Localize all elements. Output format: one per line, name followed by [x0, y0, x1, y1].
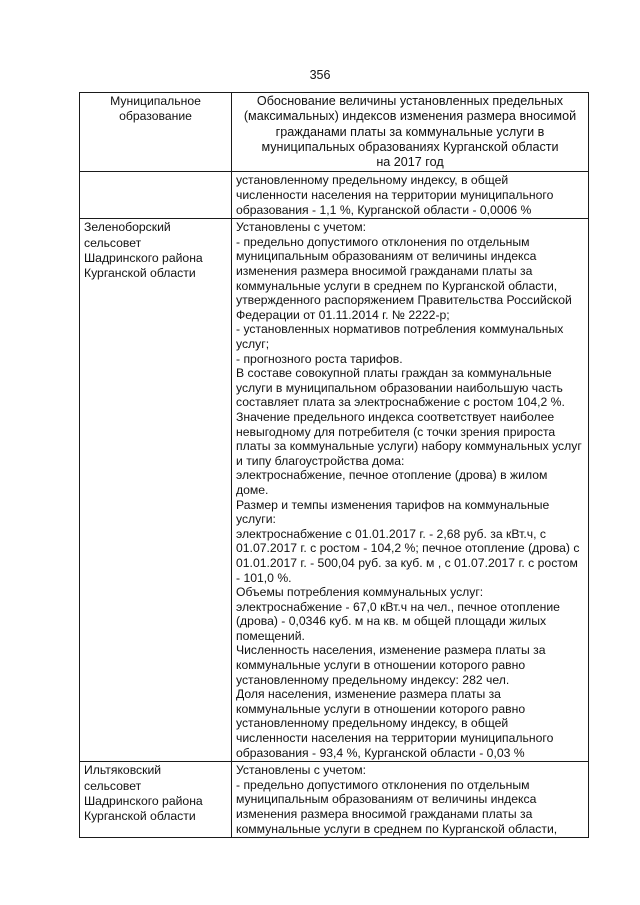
table-row	[80, 219, 589, 762]
municipality-name-line: сельсовет	[84, 778, 142, 793]
justification-text-line: численности населения на территории муниципального	[236, 188, 554, 203]
justification-cell	[232, 762, 589, 838]
justification-text-line: коммунальные услуги в среднем по Курганской области,	[236, 278, 558, 293]
table-header-row	[80, 93, 589, 172]
justification-text-line: (дрова) - 0,0346 куб. м на кв. м общей площади жилых	[236, 614, 547, 629]
justification-text-line: муниципальным образованиям от величины индекса	[236, 249, 537, 264]
header-justification-line: муниципальных образованиях Курганской области	[261, 139, 559, 154]
header-justification-cell	[232, 93, 589, 172]
justification-text-line: численности населения на территории муниципального	[236, 731, 554, 746]
justification-text-line: - предельно допустимого отклонения по отдельным	[236, 777, 530, 792]
header-municipality-line: Муниципальное	[110, 94, 201, 108]
justification-text-line: образования - 93,4 %, Курганской области - 0,03 %	[236, 745, 525, 760]
justification-text-line: невыгодному для потребителя (с точки зрения прироста	[236, 424, 556, 439]
municipality-name-line: сельсовет	[84, 235, 142, 250]
justification-text-line: коммунальные услуги в отношении которого равно	[236, 701, 526, 716]
page-number: 356	[309, 68, 331, 82]
justification-text-line: муниципальным образованиям от величины индекса	[236, 792, 537, 807]
justification-text-line: установленному предельному индексу, в общей	[236, 173, 509, 188]
justification-text-line: электроснабжение с 01.01.2017 г. - 2,68 руб. за кВт.ч, с	[236, 526, 546, 541]
justification-cell	[232, 172, 589, 219]
justification-text-line: помещений.	[236, 628, 305, 643]
justification-text-line: Размер и темпы изменения тарифов на коммунальные	[236, 497, 550, 512]
municipality-cell	[80, 219, 232, 762]
header-municipality-cell	[80, 93, 232, 172]
justification-text-line: образования - 1,1 %, Курганской области - 0,0006 %	[236, 202, 532, 217]
justification-text-line: электроснабжение, печное отопление (дрова) в жилом	[236, 468, 548, 483]
justification-text-line: - предельно допустимого отклонения по отдельным	[236, 234, 530, 249]
justification-text-line: услуг;	[236, 337, 270, 352]
justification-text-line: услуги:	[236, 512, 276, 527]
header-justification-line: Обоснование величины установленных предельных	[256, 94, 564, 108]
justification-text-line: - прогнозного роста тарифов.	[236, 351, 403, 366]
municipality-name-line: Зеленоборский	[84, 220, 171, 235]
justification-text-line: 01.01.2017 г. - 500,04 руб. за куб. м , с 01.07.2017 г. с ростом	[236, 555, 578, 570]
justification-text-line: коммунальные услуги в отношении которого равно	[236, 658, 526, 673]
header-justification-line: гражданами платы за коммунальные услуги в	[275, 124, 545, 139]
municipality-name-line: Ильтяковский	[84, 763, 162, 778]
table-row	[80, 762, 589, 838]
municipality-name-line: Шадринского района	[84, 794, 203, 809]
justification-text-line: установленному предельному индексу, в общей	[236, 716, 509, 731]
table-row	[80, 172, 589, 219]
municipal-index-table	[79, 92, 589, 838]
justification-text-line: Доля населения, изменение размера платы за	[236, 687, 501, 702]
header-municipality-line: образование	[119, 108, 192, 123]
justification-text-line: доме.	[236, 482, 269, 497]
justification-cell	[232, 219, 589, 762]
justification-text-line: - 101,0 %.	[236, 570, 292, 585]
municipality-name-line: Курганской области	[84, 266, 196, 281]
justification-text-line: услуги в муниципальном образовании наибольшую часть	[236, 380, 563, 395]
justification-text-line: и типу благоустройства дома:	[236, 453, 405, 468]
header-justification-line: на 2017 год	[376, 155, 444, 170]
justification-text-line: Установлены с учетом:	[236, 763, 366, 778]
justification-text-line: В составе совокупной платы граждан за коммунальные	[236, 366, 552, 381]
justification-text-line: Федерации от 01.11.2014 г. № 2222-р;	[236, 307, 450, 322]
justification-text-line: платы за коммунальные услуги) набору коммунальных услуг	[236, 439, 582, 454]
justification-text-line: электроснабжение - 67,0 кВт.ч на чел., печное отопление	[236, 599, 560, 614]
municipality-cell	[80, 762, 232, 838]
justification-text-line: изменения размера вносимой гражданами платы за	[236, 264, 533, 279]
justification-text-line: 01.07.2017 г. с ростом - 104,2 %; печное отопление (дрова) с	[236, 541, 580, 556]
justification-text-line: установленному предельному индексу: 282 чел.	[236, 672, 510, 687]
justification-text-line: изменения размера вносимой гражданами платы за	[236, 807, 533, 822]
justification-text-line: утвержденного распоряжением Правительства Российской	[236, 293, 572, 308]
header-justification-line: (максимальных) индексов изменения размера вносимой	[243, 109, 577, 124]
justification-text-line: Объемы потребления коммунальных услуг:	[236, 585, 484, 600]
justification-text-line: Численность населения, изменение размера платы за	[236, 643, 546, 658]
justification-text-line: коммунальные услуги в среднем по Курганской области,	[236, 821, 558, 836]
justification-text-line: составляет плата за электроснабжение с ростом 104,2 %.	[236, 395, 565, 410]
justification-text-line: - установленных нормативов потребления коммунальных	[236, 322, 564, 337]
justification-text-line: Значение предельного индекса соответствует наиболее	[236, 409, 555, 424]
municipality-cell	[80, 172, 232, 219]
municipality-name-line: Курганской области	[84, 809, 196, 824]
justification-text-line: Установлены с учетом:	[236, 220, 366, 235]
municipality-name-line: Шадринского района	[84, 251, 203, 266]
